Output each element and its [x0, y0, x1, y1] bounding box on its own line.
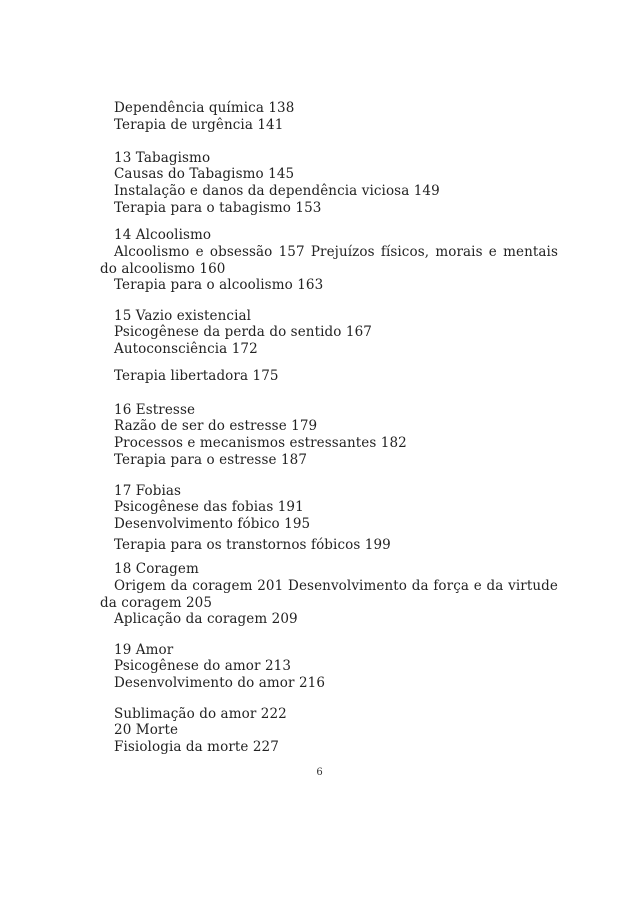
- toc-chapter-18-coragem: 18 Coragem: [114, 561, 199, 577]
- toc-entry-psicogenese-perda-sentido: Psicogênese da perda do sentido 167: [114, 324, 372, 340]
- toc-entry-dependencia-quimica: Dependência química 138: [114, 100, 295, 116]
- toc-entry-autoconsciencia: Autoconsciência 172: [114, 341, 258, 357]
- toc-entry-terapia-alcoolismo: Terapia para o alcoolismo 163: [114, 277, 324, 293]
- toc-chapter-16-estresse: 16 Estresse: [114, 402, 196, 418]
- toc-entry-desenvolvimento-amor: Desenvolvimento do amor 216: [114, 675, 326, 691]
- page-number: 6: [316, 767, 323, 778]
- toc-entry-sublimacao-amor: Sublimação do amor 222: [114, 706, 287, 722]
- toc-chapter-19-amor: 19 Amor: [114, 642, 174, 658]
- toc-entry-alcoolismo-continuation: do alcoolismo 160: [100, 261, 226, 277]
- toc-entry-terapia-tabagismo: Terapia para o tabagismo 153: [114, 200, 322, 216]
- toc-chapter-13-tabagismo: 13 Tabagismo: [114, 150, 211, 166]
- toc-entry-origem-coragem: Origem da coragem 201 Desenvolvimento da força e da virtude: [114, 578, 558, 594]
- toc-entry-processos-estressantes: Processos e mecanismos estressantes 182: [114, 435, 407, 451]
- toc-entry-terapia-urgencia: Terapia de urgência 141: [114, 117, 284, 133]
- toc-entry-terapia-libertadora: Terapia libertadora 175: [114, 368, 279, 384]
- toc-entry-psicogenese-amor: Psicogênese do amor 213: [114, 658, 292, 674]
- toc-entry-fisiologia-morte: Fisiologia da morte 227: [114, 739, 279, 755]
- toc-chapter-20-morte: 20 Morte: [114, 722, 179, 738]
- toc-entry-terapia-estresse: Terapia para o estresse 187: [114, 452, 308, 468]
- toc-entry-aplicacao-coragem: Aplicação da coragem 209: [114, 611, 298, 627]
- toc-entry-razao-estresse: Razão de ser do estresse 179: [114, 418, 318, 434]
- toc-chapter-14-alcoolismo: 14 Alcoolismo: [114, 227, 212, 243]
- toc-entry-alcoolismo-obsessao: Alcoolismo e obsessão 157 Prejuízos físicos, morais e mentais: [114, 244, 558, 260]
- toc-entry-causas-tabagismo: Causas do Tabagismo 145: [114, 166, 295, 182]
- toc-entry-instalacao-danos: Instalação e danos da dependência viciosa 149: [114, 183, 440, 199]
- toc-entry-coragem-continuation: da coragem 205: [100, 595, 213, 611]
- toc-entry-terapia-fobicos: Terapia para os transtornos fóbicos 199: [114, 537, 391, 553]
- toc-chapter-15-vazio-existencial: 15 Vazio existencial: [114, 308, 252, 324]
- toc-entry-psicogenese-fobias: Psicogênese das fobias 191: [114, 499, 304, 515]
- toc-entry-desenvolvimento-fobico: Desenvolvimento fóbico 195: [114, 516, 311, 532]
- toc-chapter-17-fobias: 17 Fobias: [114, 483, 182, 499]
